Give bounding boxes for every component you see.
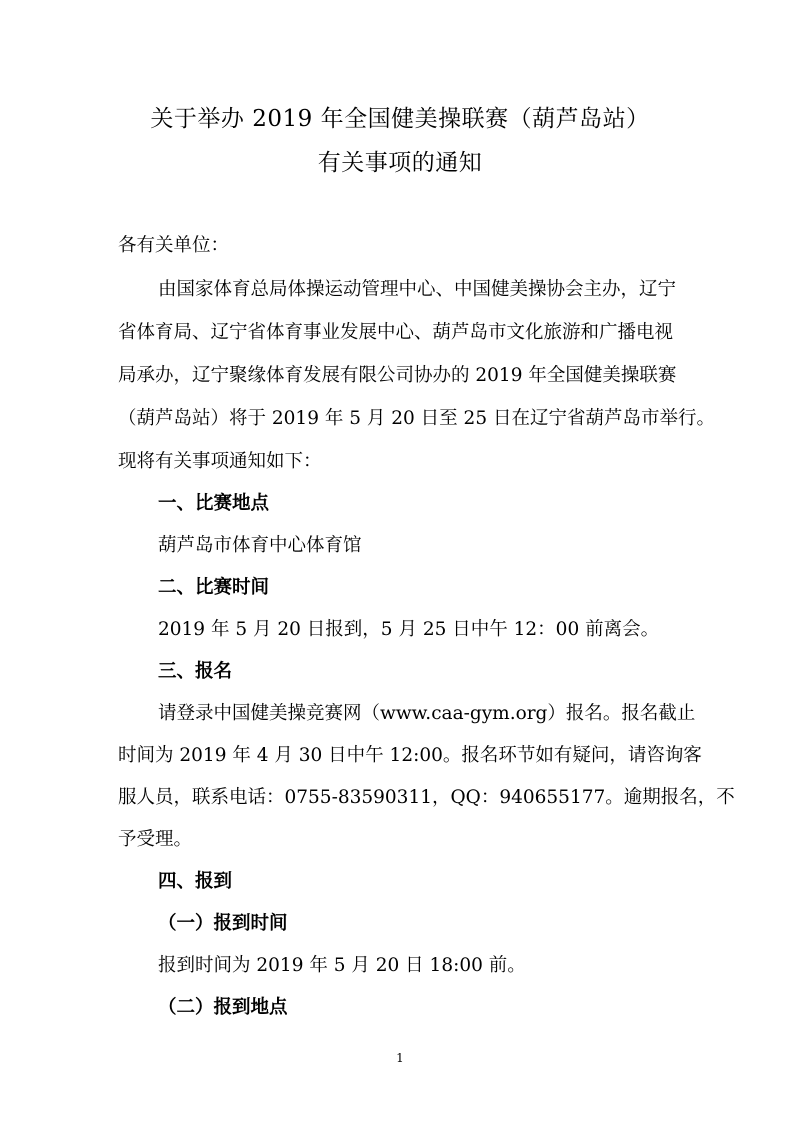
section4-sub1-heading: （一）报到时间 [158, 913, 288, 934]
section1-text: 葫芦岛市体育中心体育馆 [158, 535, 362, 556]
section3-heading: 三、报名 [158, 661, 233, 682]
salutation: 各有关单位： [118, 235, 230, 256]
section4-sub1-text: 报到时间为 2019 年 5 月 20 日 18:00 前。 [158, 955, 526, 976]
section2-text: 2019 年 5 月 20 日报到，5 月 25 日中午 12：00 前离会。 [158, 619, 660, 640]
section1-heading: 一、比赛地点 [158, 493, 270, 514]
document-title-line2: 有关事项的通知 [317, 150, 483, 176]
intro-paragraph-line5: 现将有关事项通知如下： [118, 451, 322, 472]
section2-heading: 二、比赛时间 [158, 577, 270, 598]
document-title-line1: 关于举办 2019 年全国健美操联赛（葫芦岛站） [150, 106, 650, 132]
section3-line3: 服人员，联系电话：0755-83590311，QQ：940655177。逾期报名，不 [118, 787, 735, 808]
section4-heading: 四、报到 [158, 871, 233, 892]
page-number: 1 [396, 1051, 404, 1065]
intro-paragraph-line4: （葫芦岛站）将于 2019 年 5 月 20 日至 25 日在辽宁省葫芦岛市举行。 [118, 408, 715, 429]
section3-line2: 时间为 2019 年 4 月 30 日中午 12:00。报名环节如有疑问，请咨询客 [118, 745, 702, 766]
intro-paragraph-line3: 局承办，辽宁聚缘体育发展有限公司协办的 2019 年全国健美操联赛 [118, 365, 677, 386]
section3-line1: 请登录中国健美操竞赛网（www.caa-gym.org）报名。报名截止 [158, 703, 696, 724]
intro-paragraph-line1: 由国家体育总局体操运动管理中心、中国健美操协会主办，辽宁 [158, 279, 677, 300]
section3-line4: 予受理。 [118, 829, 193, 850]
section4-sub2-heading: （二）报到地点 [158, 997, 288, 1018]
intro-paragraph-line2: 省体育局、辽宁省体育事业发展中心、葫芦岛市文化旅游和广播电视 [118, 322, 674, 343]
